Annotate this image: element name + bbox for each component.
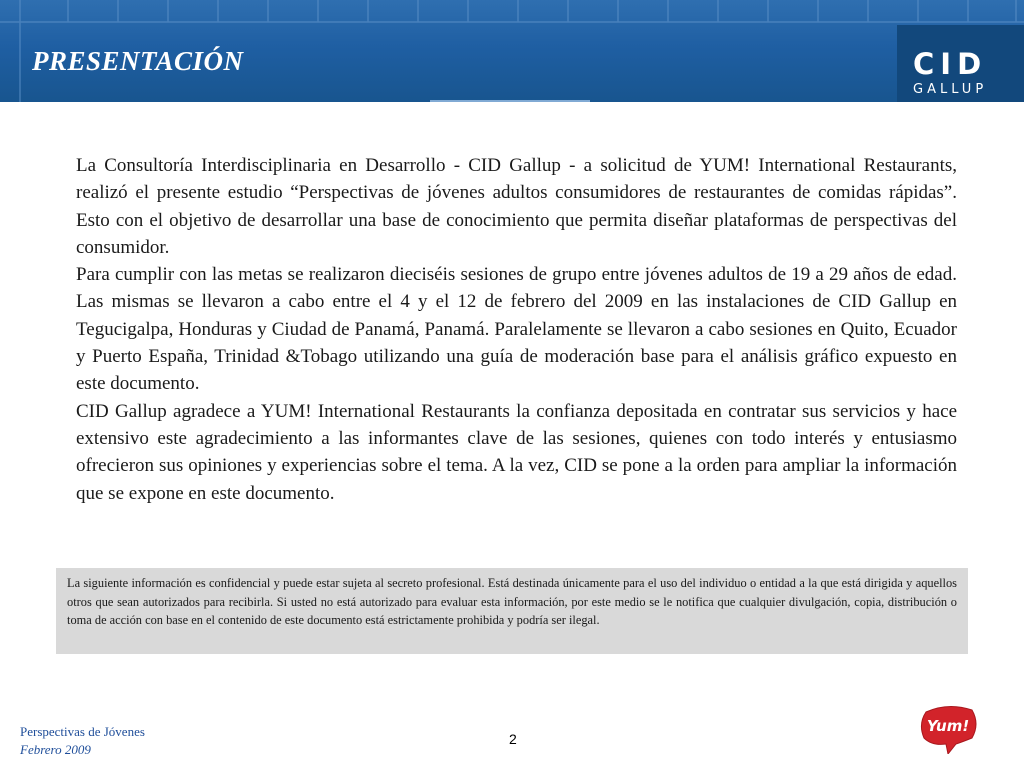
yum-logo-text: Yum!	[926, 717, 970, 735]
confidentiality-notice-text: La siguiente información es confidencial y puede estar sujeta al secreto profesional. Está destinada únicamente para el uso del individuo o entidad a la que está dirigida y aquellos otros que sean autorizados para recibirla. Si usted no está autorizado para evaluar esta información, por este medio se le notifica que cualquier divulgación, copia, distribución o toma de acción con base en el contenido de este documento está estrictamente prohibida y podría ser ilegal.	[67, 576, 957, 628]
body-paragraph: Para cumplir con las metas se realizaron dieciséis sesiones de grupo entre jóvenes adultos de 19 a 29 años de edad. Las mismas se llevaron a cabo entre el 4 y el 12 de febrero del 2009 en las instalaciones de CID Gallup en Tegucigalpa, Honduras y Ciudad de Panamá, Panamá. Paralelamente se llevaron a cabo sesiones en Quito, Ecuador y Puerto España, Trinidad &Tobago utilizando una guía de moderación base para el análisis gráfico expuesto en este documento.	[76, 264, 957, 395]
body-paragraph: CID Gallup agradece a YUM! International Restaurants la confianza depositada en contratar sus servicios y hace extensivo este agradecimiento a las informantes clave de las sesiones, quienes con todo interés y entusiasmo ofrecieron sus opiniones y experiencias sobre el tema. A la vez, CID se pone a la orden para ampliar la información que se expone en este documento.	[76, 400, 957, 504]
logo-cid-text: CID	[913, 47, 988, 81]
cid-gallup-logo	[897, 25, 1024, 102]
logo-gallup-text: GALLUP	[913, 82, 988, 97]
presentation-body	[76, 152, 957, 507]
page-title: PRESENTACIÓN	[32, 46, 244, 76]
yum-logo-icon	[918, 702, 980, 754]
slide-header	[0, 0, 1024, 102]
footer-title: Perspectivas de Jóvenes	[20, 724, 145, 739]
footer-date: Febrero 2009	[20, 742, 91, 757]
confidentiality-notice	[56, 568, 968, 654]
body-paragraph: La Consultoría Interdisciplinaria en Desarrollo - CID Gallup - a solicitud de YUM! International Restaurants, realizó el presente estudio “Perspectivas de jóvenes adultos consumidores de restaurantes de comidas rápidas”. Esto con el objetivo de desarrollar una base de conocimiento que permita diseñar plataformas de perspectivas del consumidor.	[76, 155, 957, 258]
page-number: 2	[509, 731, 517, 747]
